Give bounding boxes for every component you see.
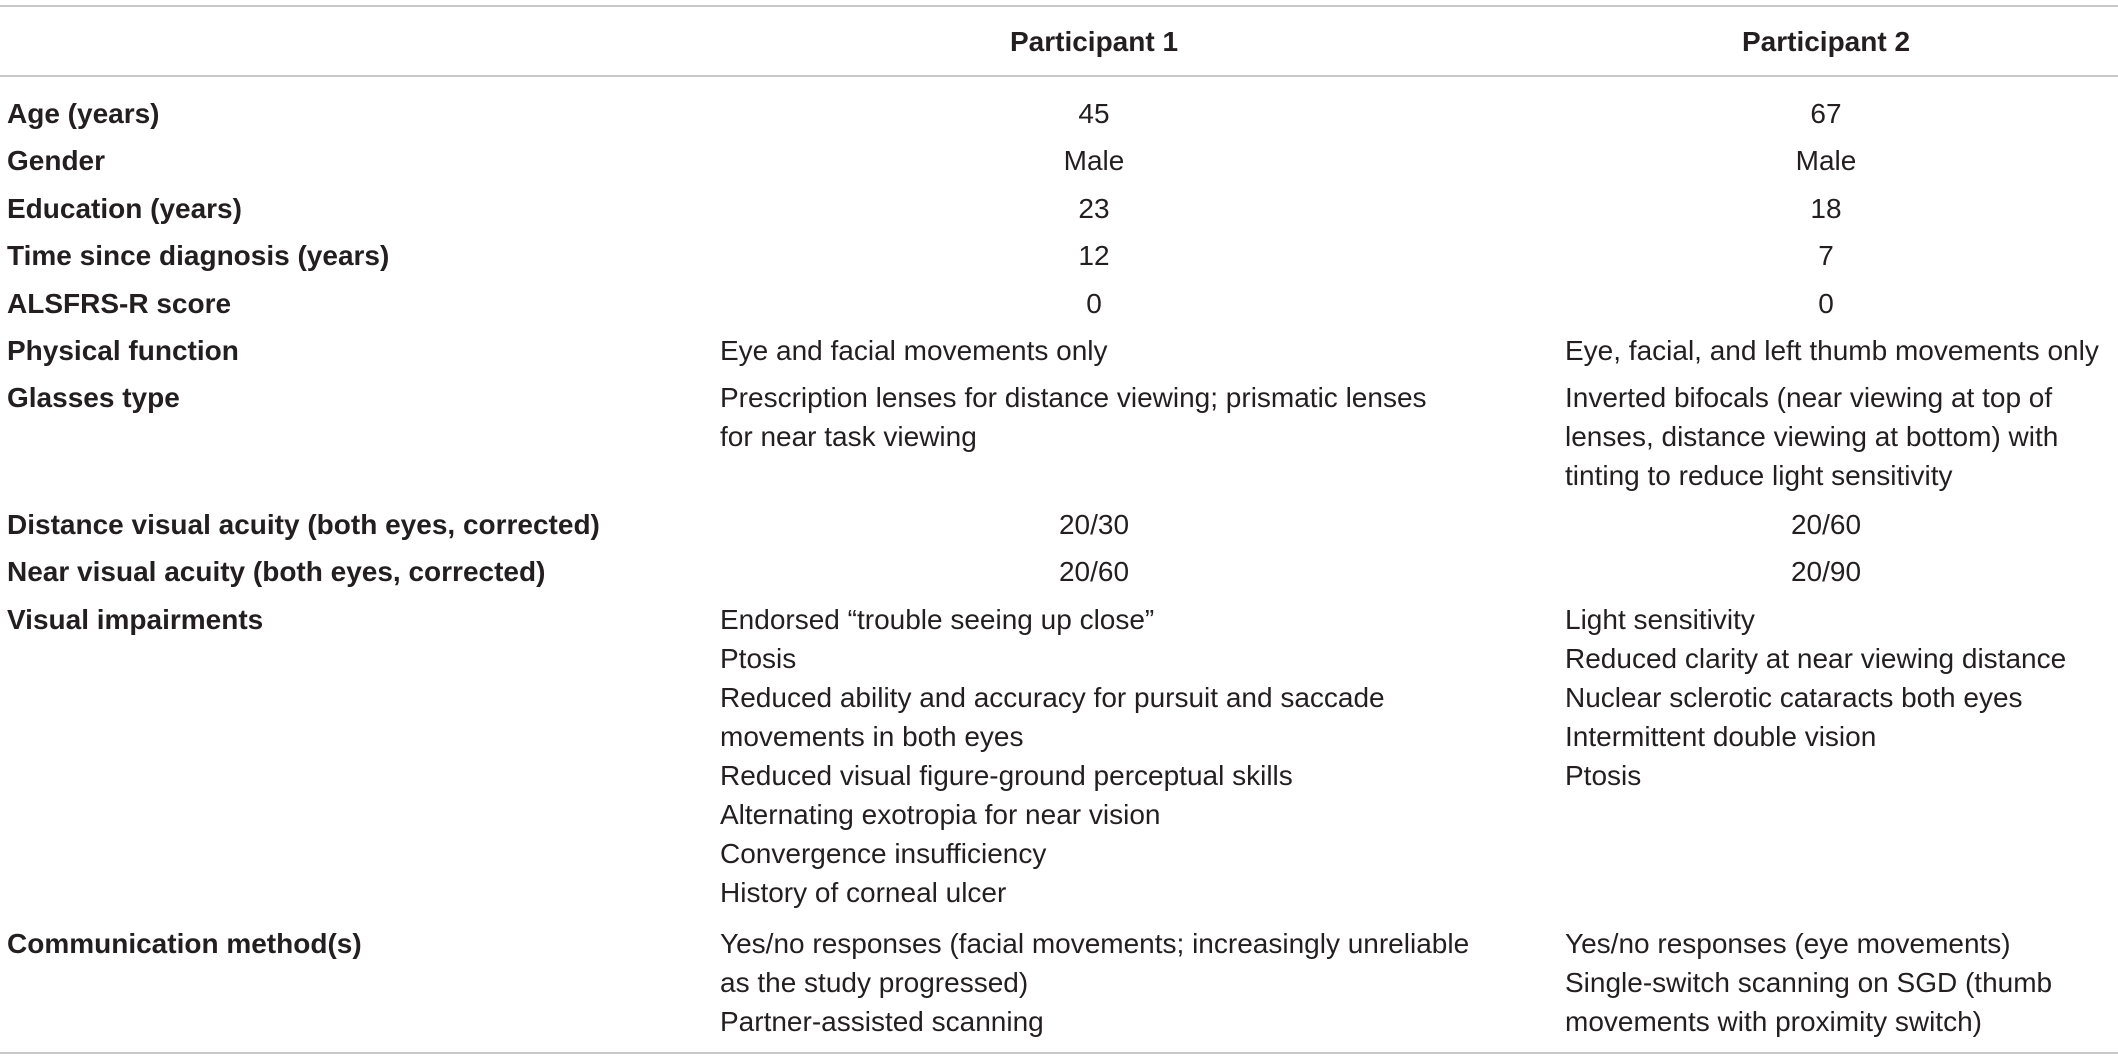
participant-2-cell <box>1565 924 2118 1041</box>
participant-2-cell <box>1626 552 2026 591</box>
row-label: Education (years) <box>7 193 242 224</box>
cell-line: 67 <box>1810 98 1842 129</box>
cell-line: Reduced clarity at near viewing distance <box>1565 643 2067 674</box>
row-label: Communication method(s) <box>7 928 362 959</box>
cell-line: Reduced visual figure-ground perceptual skills <box>720 760 1293 791</box>
cell-line: Yes/no responses (eye movements) <box>1565 928 2011 959</box>
row-label: Near visual acuity (both eyes, corrected) <box>7 556 546 587</box>
cell-line: tinting to reduce light sensitivity <box>1565 460 1953 491</box>
table-top-rule <box>0 5 2118 7</box>
cell-line: Ptosis <box>720 643 797 674</box>
cell-line: 0 <box>1086 288 1102 319</box>
cell-line: as the study progressed) <box>720 967 1029 998</box>
cell-line: Single-switch scanning on SGD (thumb <box>1565 967 2053 998</box>
cell-line: History of corneal ulcer <box>720 877 1007 908</box>
row-label: Time since diagnosis (years) <box>7 240 390 271</box>
header-participant-2: Participant 2 <box>1741 26 1911 57</box>
cell-line: 20/60 <box>1790 509 1862 540</box>
cell-line: 12 <box>1078 240 1110 271</box>
row-label: Age (years) <box>7 98 160 129</box>
cell-line: Reduced ability and accuracy for pursuit and saccade <box>720 682 1385 713</box>
cell-line: Light sensitivity <box>1565 604 1755 635</box>
participant-1-cell <box>894 284 1294 323</box>
row-label: Gender <box>7 145 106 176</box>
participant-2-cell <box>1565 378 2118 495</box>
cell-line: 45 <box>1078 98 1110 129</box>
cell-line: Ptosis <box>1565 760 1642 791</box>
cell-line: Male <box>1063 145 1125 176</box>
cell-line: Prescription lenses for distance viewing; prismatic lenses <box>720 382 1427 413</box>
cell-line: Alternating exotropia for near vision <box>720 799 1161 830</box>
cell-line: 20/60 <box>1058 556 1130 587</box>
row-label: Visual impairments <box>7 604 264 635</box>
cell-line: Intermittent double vision <box>1565 721 1877 752</box>
row-label: Physical function <box>7 335 239 366</box>
participant-1-cell <box>894 94 1294 133</box>
cell-line: 0 <box>1818 288 1834 319</box>
participant-1-cell <box>720 600 1480 912</box>
cell-line: 18 <box>1810 193 1842 224</box>
participant-1-cell <box>894 505 1294 544</box>
participant-2-cell <box>1626 141 2026 180</box>
participant-2-cell <box>1626 189 2026 228</box>
cell-line: Inverted bifocals (near viewing at top of <box>1565 382 2053 413</box>
participant-2-cell <box>1626 505 2026 544</box>
cell-line: Nuclear sclerotic cataracts both eyes <box>1565 682 2023 713</box>
participant-1-cell <box>720 378 1480 456</box>
participant-2-cell <box>1626 94 2026 133</box>
cell-line: lenses, distance viewing at bottom) with <box>1565 421 2059 452</box>
table-header-rule <box>0 75 2118 77</box>
cell-line: movements with proximity switch) <box>1565 1006 1982 1037</box>
cell-line: Partner-assisted scanning <box>720 1006 1044 1037</box>
cell-line: Yes/no responses (facial movements; increasingly unreliable <box>720 928 1470 959</box>
participant-1-cell <box>894 552 1294 591</box>
cell-line: Convergence insufficiency <box>720 838 1047 869</box>
participant-2-cell <box>1626 236 2026 275</box>
participant-2-cell <box>1626 284 2026 323</box>
cell-line: Eye and facial movements only <box>720 335 1108 366</box>
cell-line: 20/30 <box>1058 509 1130 540</box>
cell-line: Eye, facial, and left thumb movements only <box>1565 335 2099 366</box>
participant-1-cell <box>720 331 1480 370</box>
header-participant-1: Participant 1 <box>1009 26 1179 57</box>
participant-2-cell <box>1565 600 2118 795</box>
participant-2-cell <box>1565 331 2118 370</box>
cell-line: 23 <box>1078 193 1110 224</box>
cell-line: for near task viewing <box>720 421 977 452</box>
row-label: Distance visual acuity (both eyes, corrected) <box>7 509 600 540</box>
participant-1-cell <box>894 141 1294 180</box>
cell-line: Endorsed “trouble seeing up close” <box>720 604 1155 635</box>
cell-line: 20/90 <box>1790 556 1862 587</box>
cell-line: Male <box>1795 145 1857 176</box>
row-label: ALSFRS-R score <box>7 288 232 319</box>
cell-line: 7 <box>1818 240 1834 271</box>
row-label: Glasses type <box>7 382 180 413</box>
cell-line: movements in both eyes <box>720 721 1024 752</box>
participant-1-cell <box>720 924 1480 1041</box>
table-bottom-rule <box>0 1052 2118 1054</box>
participant-1-cell <box>894 236 1294 275</box>
participant-1-cell <box>894 189 1294 228</box>
